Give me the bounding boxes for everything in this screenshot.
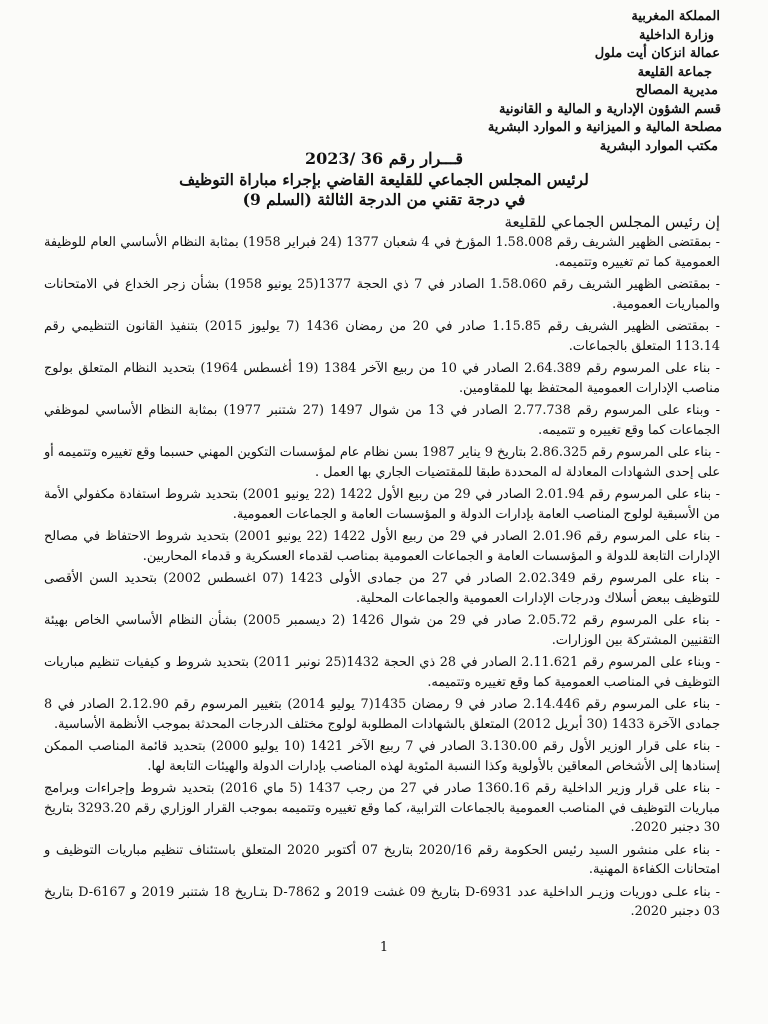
- letterhead-line: مديرية المصالح: [635, 83, 718, 98]
- legal-reference-paragraph: - بناء علـى دوريات وزيـر الداخلية عدد D-6931 بتاريخ 09 غشت 2019 و D-7862 بتـاريخ 18 شتنبر 2019 و D-6167 بتاريخ 03 دجنبر 2020.: [44, 884, 720, 919]
- legal-reference-paragraph: - بناء على منشور السيد رئيس الحكومة رقم 2020/16 بتاريخ 07 أكتوبر 2020 المتعلق باستئناف تنظيم مباريات التوظيف و امتحانات الكفاءة المهنية.: [44, 842, 720, 877]
- legal-reference-paragraph: - بناء على المرسوم رقم 2.02.349 الصادر في 27 من جمادى الأولى 1423 (07 اغسطس 2002) بتحديد السن الأقصى للتوظيف ببعض أسلاك ودرجات الإدارات العمومية والجماعات المحلية.: [44, 571, 720, 606]
- legal-reference-paragraph: - بناء على المرسوم رقم 2.01.96 الصادر في 29 من ربيع الأول 1422 (22 يونيو 2001) بتحديد شروط الاحتفاظ في مصالح الإدارات التابعة للدولة و المؤسسات العامة و الجماعات العمومية بمناصب لقدماء العسكرية و قدماء المحاربين.: [44, 529, 720, 564]
- legal-reference-paragraph: - بناء على قرار الوزير الأول رقم 3.130.00 الصادر في 7 ربيع الآخر 1421 (10 يوليو 2000) بتحديد قائمة المناصب الممكن إسنادها إلى الأشخاص المعاقين بالأولوية وكذا النسبة المئوية لهذه المناصب بإدارات الدولة والهيئات التابعة لها.: [44, 739, 720, 774]
- legal-reference-paragraph: - وبناء على المرسوم رقم 2.11.621 الصادر في 28 ذي الحجة 1432(25 نونبر 2011) بتحديد شروط و كيفيات تنظيم مباريات التوظيف في المناصب العمومية كما وقع تغييره وتتميمه.: [44, 655, 720, 690]
- letterhead-line: وزارة الداخلية: [638, 27, 714, 43]
- decision-number: قـــرار رقم 36 /2023: [304, 149, 464, 168]
- letterhead: [488, 8, 720, 156]
- letterhead-line: قسم الشؤون الإدارية و المالية و القانونية: [498, 101, 721, 117]
- decision-grade: في درجة تقني من الدرجة الثالثة (السلم 9): [242, 190, 526, 209]
- legal-reference-paragraph: - بناء على المرسوم رقم 2.86.325 بتاريخ 9 يناير 1987 بسن نظام عام لمؤسسات التكوين المهني حسبما وقع تغييره وتتميمه أو على إحدى الشهادات المعادلة له المحددة طبقا للمقتضيات الجاري بها العمل .: [44, 445, 720, 480]
- page-number: 1: [379, 940, 389, 955]
- letterhead-line: المملكة المغربية: [631, 9, 720, 24]
- letterhead-line: مكتب الموارد البشرية: [599, 138, 718, 154]
- legal-reference-paragraph: - بناء على المرسوم رقم 2.01.94 الصادر في 29 من ربيع الأول 1422 (22 يونيو 2001) بتحديد شروط استفادة مكفولي الأمة من الأسبقية لولوج المناصب العامة بإدارات الدولة و المؤسسات العامة و الجماعات العمومية.: [44, 487, 720, 522]
- legal-reference-paragraph: - بناء على المرسوم رقم 2.05.72 صادر في 29 من شوال 1426 (2 ديسمبر 2005) بشأن النظام الأساسي الخاص بهيئة التقنيين المشتركة بين الوزارات.: [44, 613, 720, 648]
- decision-subject: لرئيس المجلس الجماعي للقليعة القاضي بإجراء مباراة التوظيف: [179, 170, 589, 189]
- legal-reference-paragraph: - بناء على المرسوم رقم 2.64.389 الصادر في 10 من ربيع الآخر 1384 (19 أغسطس 1964) بتحديد النظام المتعلق بولوج مناصب الإدارات العمومية المحتفظ بها للمقاومين.: [44, 361, 720, 396]
- letterhead-line: عمالة انزكان أيت ملول: [594, 46, 720, 61]
- legal-references: [44, 233, 720, 925]
- legal-reference-paragraph: - بمقتضى الظهير الشريف رقم 1.15.85 صادر في 20 من رمضان 1436 (7 يوليوز 2015) بتنفيذ القانون التنظيمي رقم 113.14 المتعلق بالجماعات.: [44, 319, 720, 354]
- legal-reference-paragraph: - بناء على المرسوم رقم 2.14.446 صادر في 9 رمضان 1435(7 يوليو 2014) بتغيير المرسوم رقم 2.12.90 الصادر في 8 جمادى الآخرة 1433 (30 أبريل 2012) المتعلق بالشهادات المطلوبة لولوج مختلف الدرجات المحدثة بموجب الأنظمة الأساسية.: [44, 697, 720, 732]
- legal-reference-paragraph: - بمقتضى الظهير الشريف رقم 1.58.008 المؤرخ في 4 شعبان 1377 (24 فبراير 1958) بمثابة النظام الأساسي العام للوظيفة العمومية كما تم تغييره وتتميمه.: [44, 235, 720, 270]
- legal-reference-paragraph: - بمقتضى الظهير الشريف رقم 1.58.060 الصادر في 7 ذي الحجة 1377(25 يونيو 1958) بشأن زجر الخداع في الامتحانات والمباريات العمومية.: [44, 277, 721, 312]
- intro-line: إن رئيس المجلس الجماعي للقليعة: [504, 213, 720, 231]
- legal-reference-paragraph: - وبناء على المرسوم رقم 2.77.738 الصادر في 13 من شوال 1497 (27 شتنبر 1977) بمثابة النظام الأساسي لموظفي الجماعات كما وقع تغييره و تتميمه.: [44, 403, 720, 438]
- letterhead-line: جماعة القليعة: [637, 64, 712, 80]
- decision-title: [0, 148, 768, 210]
- letterhead-line: مصلحة المالية و الميزانية و الموارد البشرية: [487, 120, 722, 135]
- legal-reference-paragraph: - بناء على قرار وزير الداخلية رقم 1360.16 صادر في 27 من رجب 1437 (5 ماي 2016) بتحديد شروط وإجراءات وبرامج مباريات التوظيف في المناصب العمومية بالجماعات الترابية، كما وقع تغييره وتتميمه بموجب القرار الوزاري رقم 3293.20 بتاريخ 30 دجنبر 2020.: [44, 781, 721, 835]
